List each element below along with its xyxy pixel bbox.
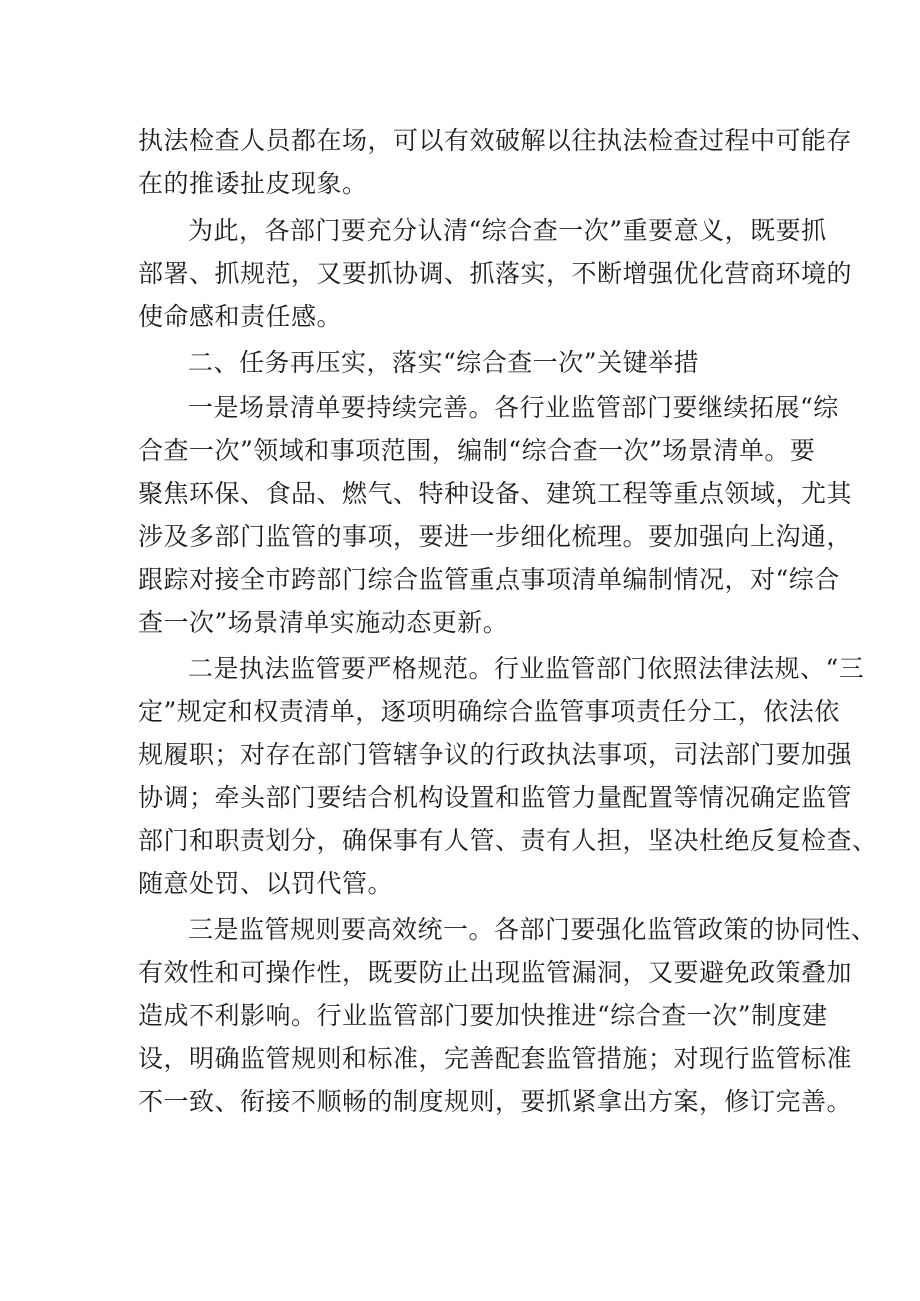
section-heading: 二、任务再压实，落实“综合查一次”关键举措 <box>188 348 700 377</box>
paragraph-line: 为此，各部门要充分认清“综合查一次”重要意义，既要抓 <box>188 216 827 245</box>
paragraph-line: 协调；牵头部门要结合机构设置和监管力量配置等情况确定监管 <box>138 783 853 812</box>
paragraph-line: 使命感和责任感。 <box>138 302 343 331</box>
paragraph-line: 造成不利影响。行业监管部门要加快推进“综合查一次”制度建 <box>138 1001 828 1030</box>
paragraph-line: 聚焦环保、食品、燃气、特种设备、建筑工程等重点领域，尤其 <box>138 479 853 508</box>
paragraph-line: 部署、抓规范，又要抓协调、抓落实，不断增强优化营商环境的 <box>138 259 853 288</box>
paragraph-line: 定”规定和权责清单，逐项明确综合监管事项责任分工，依法依 <box>138 697 840 726</box>
paragraph-line: 设，明确监管规则和标准，完善配套监管措施；对现行监管标准 <box>138 1044 853 1073</box>
paragraph-line: 合查一次”领域和事项范围，编制“综合查一次”场景清单。要 <box>138 436 816 465</box>
paragraph-line: 随意处罚、以罚代管。 <box>138 869 394 898</box>
paragraph-line: 在的推诿扯皮现象。 <box>138 169 368 198</box>
paragraph-line: 二是执法监管要严格规范。行业监管部门依照法律法规、“三 <box>188 654 865 683</box>
paragraph-line: 规履职；对存在部门管辖争议的行政执法事项，司法部门要加强 <box>138 740 853 769</box>
paragraph-line: 跟踪对接全市跨部门综合监管重点事项清单编制情况，对“综合 <box>138 565 840 594</box>
paragraph-line: 执法检查人员都在场，可以有效破解以往执法检查过程中可能存 <box>138 126 853 155</box>
paragraph-line: 查一次”场景清单实施动态更新。 <box>138 608 509 637</box>
paragraph-line: 涉及多部门监管的事项，要进一步细化梳理。要加强向上沟通， <box>138 522 853 551</box>
paragraph-line: 有效性和可操作性，既要防止出现监管漏洞，又要避免政策叠加 <box>138 958 853 987</box>
paragraph-line: 不一致、衔接不顺畅的制度规则，要抓紧拿出方案，修订完善。 <box>138 1087 853 1116</box>
paragraph-line: 三是监管规则要高效统一。各部门要强化监管政策的协同性、 <box>188 915 877 944</box>
paragraph-line: 部门和职责划分，确保事有人管、责有人担，坚决杜绝反复检查、 <box>138 826 878 855</box>
paragraph-line: 一是场景清单要持续完善。各行业监管部门要继续拓展“综 <box>188 393 839 422</box>
